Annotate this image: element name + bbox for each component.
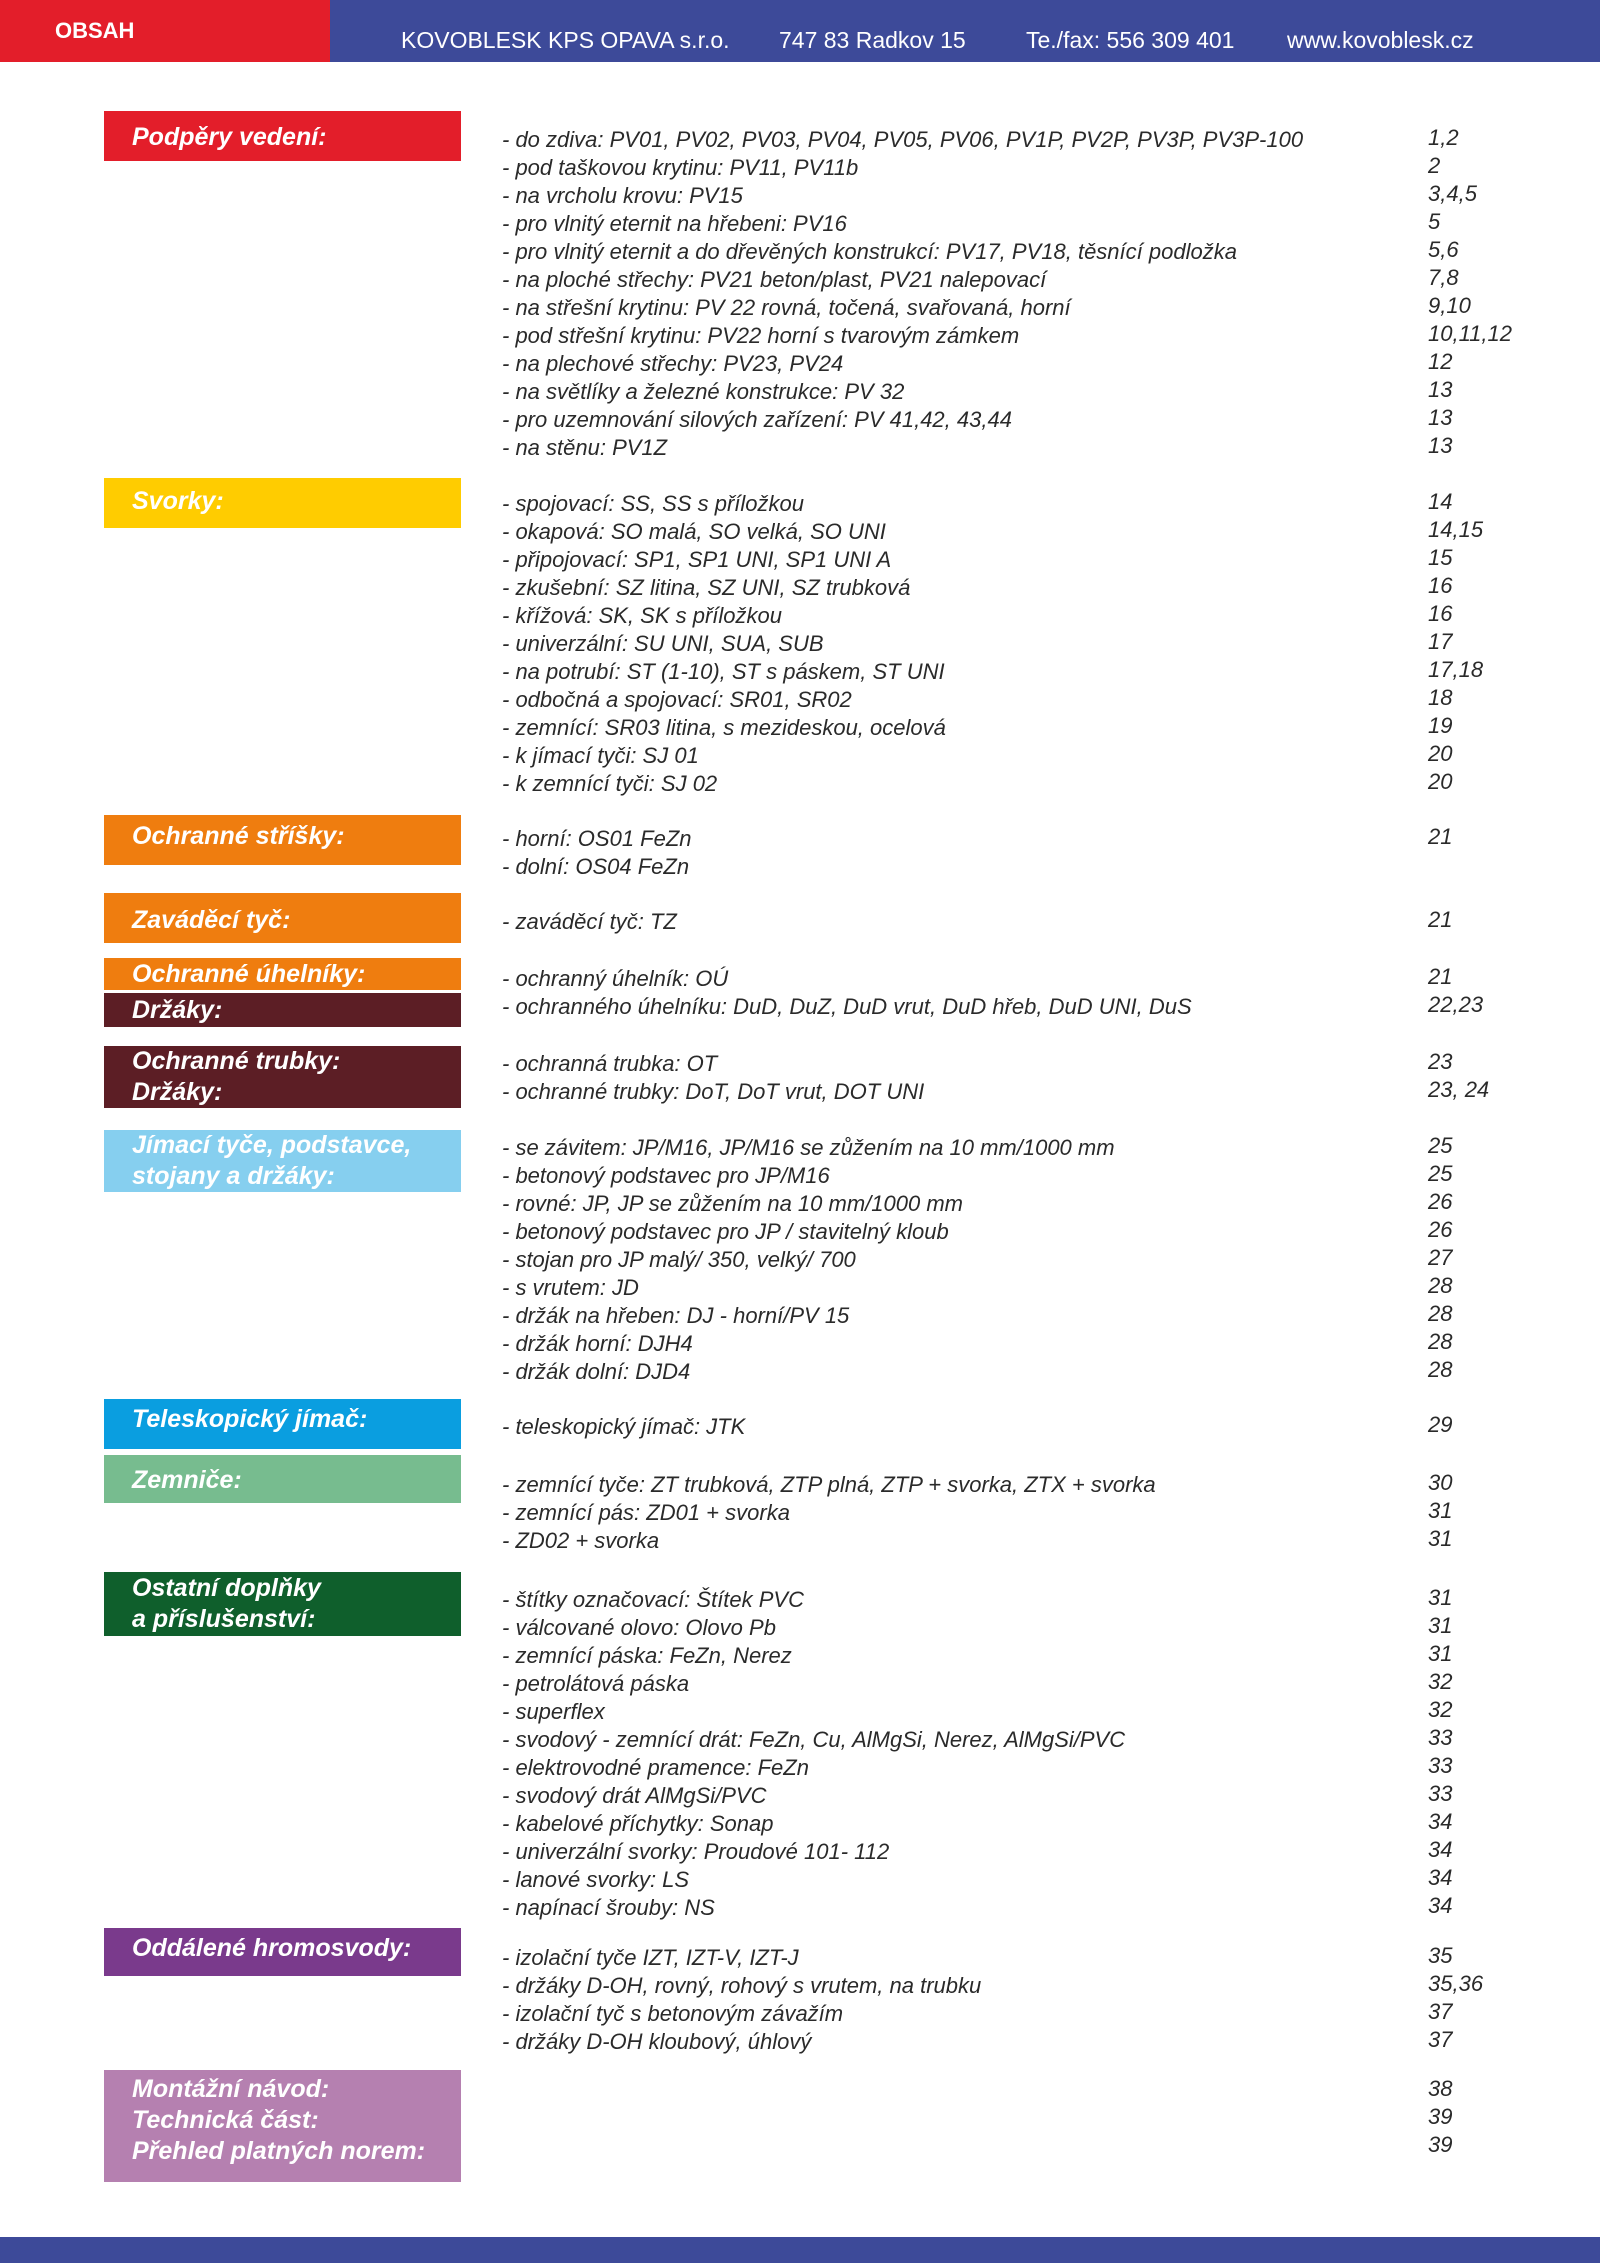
- entry-page-number: 26: [1428, 1189, 1453, 1214]
- header-bar: [0, 0, 1600, 62]
- section-label-zemnice: [104, 1455, 461, 1503]
- section-label-svorky: [104, 478, 461, 528]
- entry-text: - připojovací: SP1, SP1 UNI, SP1 UNI A: [502, 547, 892, 572]
- section-label-line: Oddálené hromosvody:: [132, 1934, 412, 1962]
- section-label-jimaci-tyce: [104, 1130, 461, 1192]
- entry-text: - na střešní krytinu: PV 22 rovná, točená, svařovaná, horní: [502, 295, 1071, 320]
- entry-page-number: 27: [1428, 1245, 1453, 1270]
- entry-page-number: 31: [1428, 1526, 1453, 1551]
- entry-text: - křížová: SK, SK s příložkou: [502, 603, 782, 628]
- section-label-line: Držáky:: [132, 1078, 223, 1106]
- entry-text: - pro uzemnování silových zařízení: PV 41,42, 43,44: [502, 407, 1012, 432]
- entry-text: - na ploché střechy: PV21 beton/plast, PV21 nalepovací: [502, 267, 1047, 292]
- entry-text: - izolační tyč s betonovým závažím: [502, 2001, 844, 2026]
- section-label-line: Přehled platných norem:: [132, 2137, 426, 2165]
- entry-text: - svodový - zemnící drát: FeZn, Cu, AlMgSi, Nerez, AlMgSi/PVC: [502, 1727, 1126, 1752]
- entry-page-number: 13: [1428, 405, 1453, 430]
- section-label-line: Podpěry vedení:: [132, 123, 327, 151]
- entry-text: - rovné: JP, JP se zůžením na 10 mm/1000 mm: [502, 1191, 963, 1216]
- section-label-line: Ochranné trubky:: [132, 1047, 341, 1075]
- entry-page-number: 39: [1428, 2132, 1453, 2157]
- section-label-line: Jímací tyče, podstavce,: [132, 1131, 412, 1159]
- section-label-zavadeci-tyc: [104, 893, 461, 943]
- entry-page-number: 5,6: [1428, 237, 1459, 262]
- entry-text: - pod taškovou krytinu: PV11, PV11b: [502, 155, 859, 180]
- entry-text: - na stěnu: PV1Z: [502, 435, 668, 460]
- entry-page-number: 35: [1428, 1943, 1453, 1968]
- entry-page-number: 29: [1428, 1412, 1453, 1437]
- entry-page-number: 32: [1428, 1697, 1453, 1722]
- entry-page-number: 16: [1428, 573, 1453, 598]
- entry-page-number: 13: [1428, 433, 1453, 458]
- entry-page-number: 25: [1428, 1133, 1453, 1158]
- company-name: KOVOBLESK KPS OPAVA s.r.o.: [401, 27, 730, 53]
- entry-text: - k jímací tyči: SJ 01: [502, 743, 699, 768]
- entry-page-number: 31: [1428, 1585, 1453, 1610]
- entry-text: - zemnící: SR03 litina, s mezideskou, ocelová: [502, 715, 946, 740]
- entry-text: - s vrutem: JD: [502, 1275, 639, 1300]
- entry-page-number: 20: [1428, 769, 1453, 794]
- entry-text: - válcované olovo: Olovo Pb: [502, 1615, 776, 1640]
- entry-page-number: 31: [1428, 1498, 1453, 1523]
- entry-text: - teleskopický jímač: JTK: [502, 1414, 746, 1439]
- entry-text: - pro vlnitý eternit na hřebeni: PV16: [502, 211, 847, 236]
- entry-page-number: 21: [1428, 907, 1453, 932]
- entry-page-number: 21: [1428, 964, 1453, 989]
- entry-text: - ZD02 + svorka: [502, 1528, 660, 1553]
- entry-text: - pro vlnitý eternit a do dřevěných konstrukcí: PV17, PV18, těsnící podložka: [502, 239, 1237, 264]
- entry-page-number: 31: [1428, 1641, 1453, 1666]
- footer-bar: [0, 2237, 1600, 2263]
- entry-page-number: 17,18: [1428, 657, 1484, 682]
- entry-page-number: 22,23: [1428, 992, 1484, 1017]
- section-title: OBSAH: [0, 0, 330, 62]
- entry-text: - odbočná a spojovací: SR01, SR02: [502, 687, 852, 712]
- entry-text: - napínací šrouby: NS: [502, 1895, 715, 1920]
- entry-page-number: 25: [1428, 1161, 1453, 1186]
- entry-text: - pod střešní krytinu: PV22 horní s tvarovým zámkem: [502, 323, 1020, 348]
- entry-page-number: 13: [1428, 377, 1453, 402]
- section-label-line: Zemniče:: [132, 1466, 242, 1494]
- section-label-podpery: [104, 111, 461, 161]
- entry-page-number: 5: [1428, 209, 1441, 234]
- entry-text: - držák dolní: DJD4: [502, 1359, 691, 1384]
- entry-text: - ochranného úhelníku: DuD, DuZ, DuD vrut, DuD hřeb, DuD UNI, DuS: [502, 994, 1192, 1019]
- entry-text: - kabelové příchytky: Sonap: [502, 1811, 774, 1836]
- entry-text: - lanové svorky: LS: [502, 1867, 690, 1892]
- section-label-line: stojany a držáky:: [132, 1162, 335, 1190]
- entry-page-number: 15: [1428, 545, 1453, 570]
- section-label-ostatni-doplnky: [104, 1572, 461, 1636]
- entry-page-number: 32: [1428, 1669, 1453, 1694]
- entry-page-number: 31: [1428, 1613, 1453, 1638]
- entry-page-number: 12: [1428, 349, 1453, 374]
- entry-page-number: 34: [1428, 1865, 1453, 1890]
- entry-page-number: 14: [1428, 489, 1453, 514]
- entry-page-number: 20: [1428, 741, 1453, 766]
- entry-page-number: 18: [1428, 685, 1453, 710]
- entry-page-number: 30: [1428, 1470, 1453, 1495]
- company-address: 747 83 Radkov 15: [779, 27, 966, 53]
- entry-text: - zemnící pás: ZD01 + svorka: [502, 1500, 790, 1525]
- entry-text: - spojovací: SS, SS s příložkou: [502, 491, 805, 516]
- section-label-line: Držáky:: [132, 996, 223, 1024]
- entry-text: - zemnící páska: FeZn, Nerez: [502, 1643, 792, 1668]
- section-label-line: Montážní návod:: [132, 2075, 330, 2103]
- entry-text: - na plechové střechy: PV23, PV24: [502, 351, 844, 376]
- entry-text: - do zdiva: PV01, PV02, PV03, PV04, PV05, PV06, PV1P, PV2P, PV3P, PV3P-100: [502, 127, 1304, 152]
- entry-page-number: 28: [1428, 1273, 1453, 1298]
- section-label-line: Ostatní doplňky: [132, 1574, 321, 1602]
- entry-text: - držáky D-OH kloubový, úhlový: [502, 2029, 812, 2054]
- entry-text: - na vrcholu krovu: PV15: [502, 183, 743, 208]
- entry-text: - ochranná trubka: OT: [502, 1051, 718, 1076]
- entry-text: - okapová: SO malá, SO velká, SO UNI: [502, 519, 886, 544]
- section-label-montazni-navod: [104, 2070, 461, 2182]
- entry-page-number: 33: [1428, 1725, 1453, 1750]
- entry-text: - betonový podstavec pro JP / stavitelný kloub: [502, 1219, 949, 1244]
- entry-text: - betonový podstavec pro JP/M16: [502, 1163, 830, 1188]
- entry-page-number: 35,36: [1428, 1971, 1484, 1996]
- section-label-line: Ochranné stříšky:: [132, 822, 345, 850]
- company-phone: Te./fax: 556 309 401: [1026, 27, 1235, 53]
- entry-text: - horní: OS01 FeZn: [502, 826, 692, 851]
- entry-page-number: 26: [1428, 1217, 1453, 1242]
- section-label-line: Ochranné úhelníky:: [132, 960, 366, 988]
- entry-page-number: 1,2: [1428, 125, 1459, 150]
- section-label-line: Technická část:: [132, 2106, 319, 2134]
- section-label-ochranne-strisky: [104, 815, 461, 865]
- entry-page-number: 2: [1428, 153, 1441, 178]
- entry-page-number: 33: [1428, 1781, 1453, 1806]
- entry-text: - stojan pro JP malý/ 350, velký/ 700: [502, 1247, 856, 1272]
- entry-text: - zkušební: SZ litina, SZ UNI, SZ trubková: [502, 575, 911, 600]
- entry-page-number: 34: [1428, 1837, 1453, 1862]
- entry-page-number: 37: [1428, 1999, 1453, 2024]
- entry-text: - dolní: OS04 FeZn: [502, 854, 690, 879]
- section-label-line: Zaváděcí tyč:: [132, 906, 291, 934]
- entry-page-number: 7,8: [1428, 265, 1459, 290]
- entry-page-number: 23: [1428, 1049, 1453, 1074]
- entry-text: - petrolátová páska: [502, 1671, 690, 1696]
- entry-text: - držák na hřeben: DJ - horní/PV 15: [502, 1303, 850, 1328]
- entry-page-number: 3,4,5: [1428, 181, 1477, 206]
- entry-text: - držák horní: DJH4: [502, 1331, 693, 1356]
- entry-text: - univerzální: SU UNI, SUA, SUB: [502, 631, 824, 656]
- entry-text: - univerzální svorky: Proudové 101- 112: [502, 1839, 890, 1864]
- entry-page-number: 16: [1428, 601, 1453, 626]
- entry-text: - ochranný úhelník: OÚ: [502, 966, 729, 991]
- entry-page-number: 17: [1428, 629, 1453, 654]
- section-label-ochranne-uhelniky: [104, 958, 461, 990]
- entry-text: - držáky D-OH, rovný, rohový s vrutem, na trubku: [502, 1973, 982, 1998]
- section-label-drzaky: [104, 993, 461, 1027]
- entry-page-number: 19: [1428, 713, 1453, 738]
- entry-page-number: 37: [1428, 2027, 1453, 2052]
- company-website-link[interactable]: www.kovoblesk.cz: [1287, 27, 1474, 53]
- entry-page-number: 28: [1428, 1301, 1453, 1326]
- entry-page-number: 9,10: [1428, 293, 1471, 318]
- entry-text: - zaváděcí tyč: TZ: [502, 909, 677, 934]
- entry-page-number: 34: [1428, 1893, 1453, 1918]
- entry-page-number: 21: [1428, 824, 1453, 849]
- entry-text: - k zemnící tyči: SJ 02: [502, 771, 718, 796]
- entry-page-number: 34: [1428, 1809, 1453, 1834]
- entry-page-number: 39: [1428, 2104, 1453, 2129]
- entry-text: - na potrubí: ST (1-10), ST s páskem, ST UNI: [502, 659, 945, 684]
- section-label-line: Svorky:: [132, 487, 224, 515]
- section-label-line: Teleskopický jímač:: [132, 1405, 368, 1433]
- section-label-teleskopicky-jimac: [104, 1399, 461, 1449]
- entry-page-number: 28: [1428, 1329, 1453, 1354]
- entry-page-number: 10,11,12: [1428, 321, 1513, 346]
- section-label-line: a příslušenství:: [132, 1605, 316, 1633]
- entry-page-number: 33: [1428, 1753, 1453, 1778]
- entry-text: - ochranné trubky: DoT, DoT vrut, DOT UNI: [502, 1079, 925, 1104]
- entry-text: - štítky označovací: Štítek PVC: [502, 1587, 804, 1612]
- entry-page-number: 28: [1428, 1357, 1453, 1382]
- entry-text: - zemnící tyče: ZT trubková, ZTP plná, ZTP + svorka, ZTX + svorka: [502, 1472, 1156, 1497]
- entry-text: - se závitem: JP/M16, JP/M16 se zůžením na 10 mm/1000 mm: [502, 1135, 1115, 1160]
- entry-text: - superflex: [502, 1699, 605, 1724]
- section-label-ochranne-trubky: [104, 1046, 461, 1108]
- entry-text: - elektrovodné pramence: FeZn: [502, 1755, 809, 1780]
- section-label-oddalene-hromosvody: [104, 1928, 461, 1976]
- entry-text: - izolační tyče IZT, IZT-V, IZT-J: [502, 1945, 799, 1970]
- entry-text: - na světlíky a železné konstrukce: PV 32: [502, 379, 905, 404]
- entry-text: - svodový drát AlMgSi/PVC: [502, 1783, 767, 1808]
- entry-page-number: 14,15: [1428, 517, 1484, 542]
- entry-page-number: 38: [1428, 2076, 1453, 2101]
- entry-page-number: 23, 24: [1428, 1077, 1490, 1102]
